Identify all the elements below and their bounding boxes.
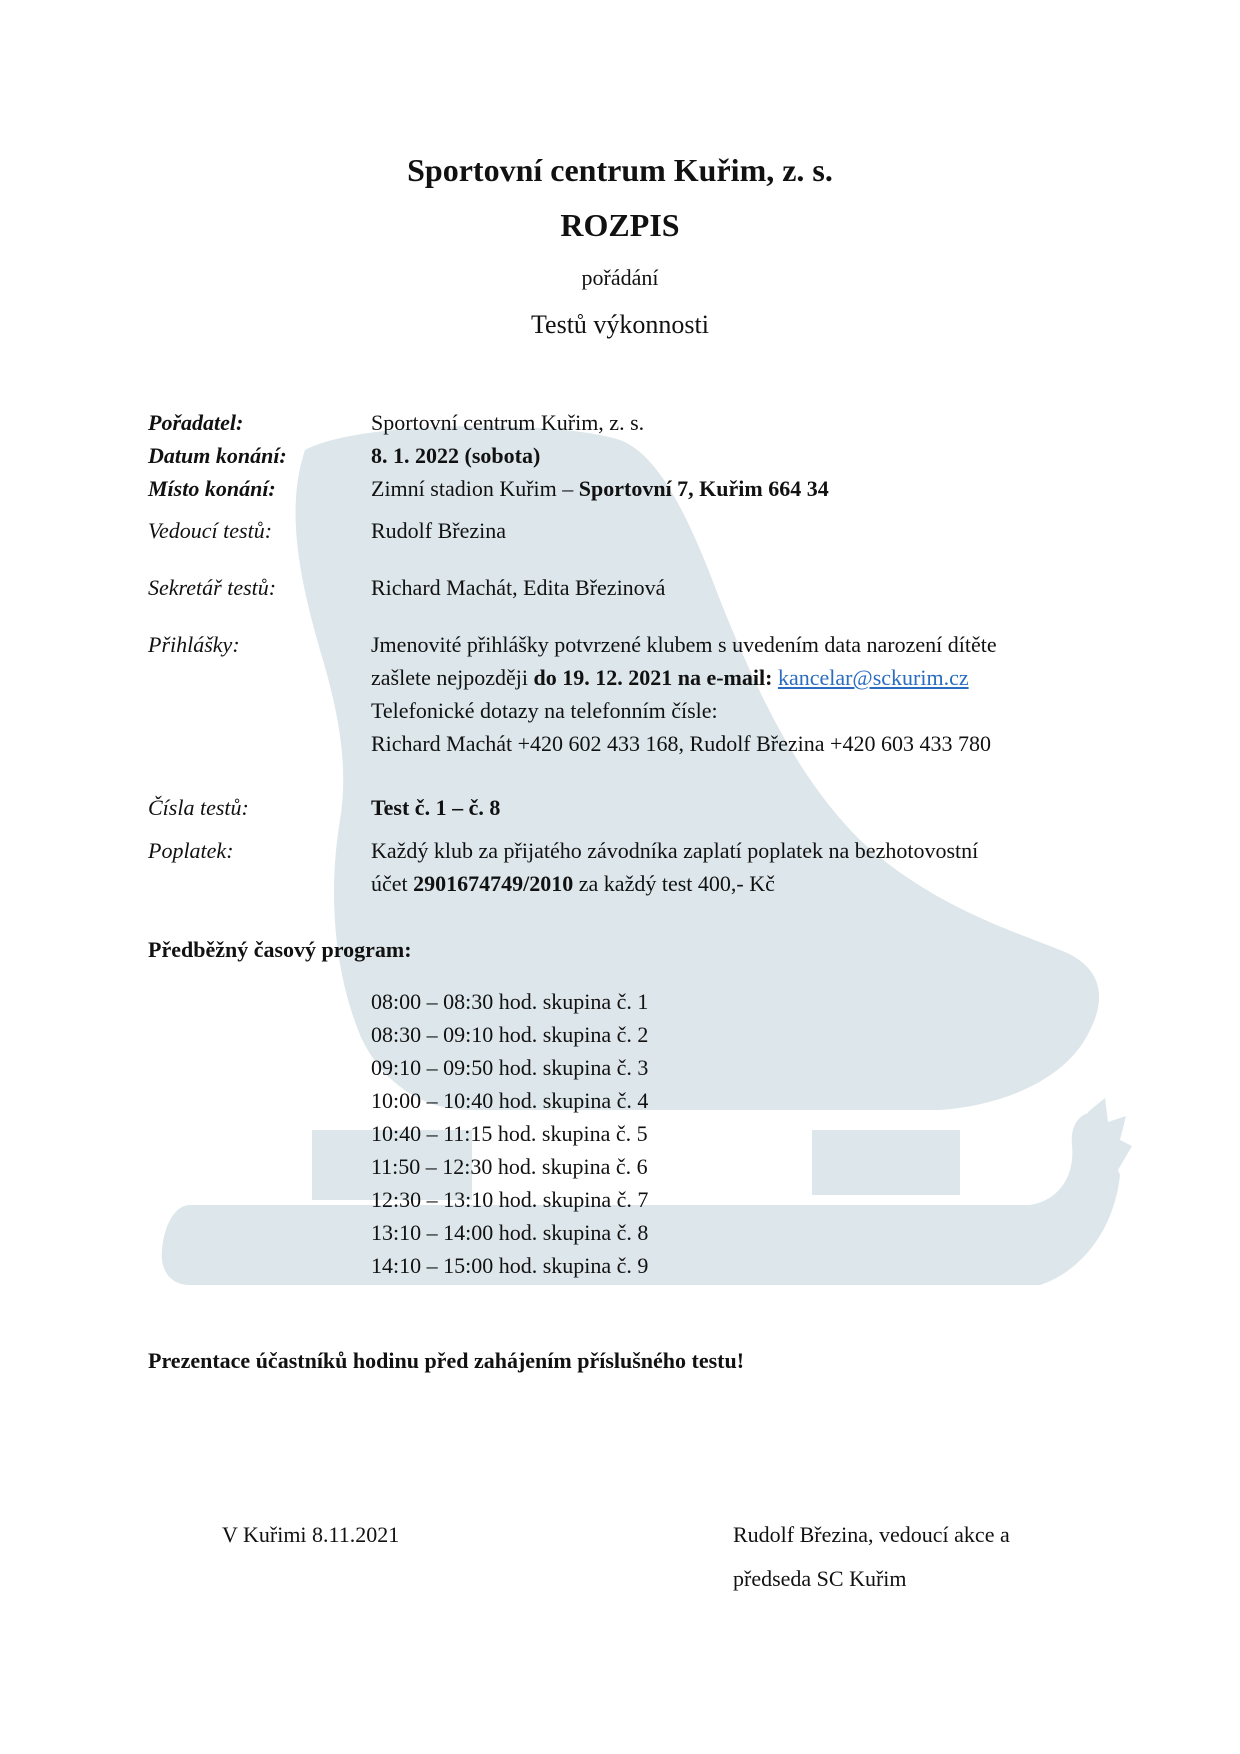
value-vedouci: Rudolf Březina	[371, 518, 507, 543]
schedule-item: 10:00 – 10:40 hod. skupina č. 4	[371, 1088, 649, 1113]
schedule-item: 08:00 – 08:30 hod. skupina č. 1	[371, 989, 649, 1014]
poplatek-account-prefix: účet	[371, 871, 414, 896]
label-poradatel: Pořadatel:	[148, 410, 244, 435]
label-vedouci: Vedoucí testů:	[148, 518, 273, 543]
schedule-item: 14:10 – 15:00 hod. skupina č. 9	[371, 1253, 649, 1278]
document-subtitle: pořádání	[581, 265, 659, 290]
schedule-item: 11:50 – 12:30 hod. skupina č. 6	[371, 1154, 648, 1179]
poplatek-line-1: Každý klub za přijatého závodníka zaplatí poplatek na bezhotovostní	[371, 838, 979, 863]
document-title: ROZPIS	[560, 207, 680, 243]
prihlasky-deadline: do 19. 12. 2021 na e-mail:	[533, 665, 773, 690]
event-name: Testů výkonnosti	[530, 310, 709, 339]
prihlasky-line-3: Telefonické dotazy na telefonním čísle:	[371, 698, 718, 723]
value-misto-plain: Zimní stadion Kuřim –	[371, 476, 579, 501]
poplatek-line-2	[371, 867, 1111, 900]
label-prihlasky: Přihlášky:	[148, 632, 240, 657]
schedule-item: 10:40 – 11:15 hod. skupina č. 5	[371, 1121, 648, 1146]
label-sekretar: Sekretář testů:	[148, 575, 277, 600]
value-poradatel: Sportovní centrum Kuřim, z. s.	[371, 410, 645, 435]
value-poplatek	[371, 834, 1111, 900]
value-sekretar: Richard Machát, Edita Březinová	[371, 575, 666, 600]
organization-name: Sportovní centrum Kuřim, z. s.	[407, 152, 833, 188]
label-cisla: Čísla testů:	[148, 795, 249, 820]
program-heading: Předběžný časový program:	[148, 937, 412, 962]
value-prihlasky	[371, 628, 1111, 760]
label-datum: Datum konání:	[148, 443, 287, 468]
program-schedule	[371, 985, 648, 1282]
value-misto-address: Sportovní 7, Kuřim 664 34	[578, 476, 829, 501]
presentation-note: Prezentace účastníků hodinu před zahájením příslušného testu!	[148, 1348, 745, 1373]
schedule-item: 12:30 – 13:10 hod. skupina č. 7	[371, 1187, 649, 1212]
prihlasky-deadline-prefix: zašlete nejpozději	[371, 665, 534, 690]
signature-line-1: Rudolf Březina, vedoucí akce a	[733, 1522, 1010, 1547]
schedule-item: 09:10 – 09:50 hod. skupina č. 3	[371, 1055, 649, 1080]
signature-line-2: předseda SC Kuřim	[733, 1566, 907, 1591]
account-number: 2901674749/2010	[413, 871, 574, 896]
label-misto: Místo konání:	[148, 476, 276, 501]
label-poplatek: Poplatek:	[148, 838, 234, 863]
value-cisla: Test č. 1 – č. 8	[371, 795, 501, 820]
value-misto	[371, 472, 1111, 505]
schedule-item: 08:30 – 09:10 hod. skupina č. 2	[371, 1022, 649, 1047]
email-link[interactable]: kancelar@sckurim.cz	[777, 665, 969, 690]
prihlasky-line-2	[371, 661, 1111, 694]
prihlasky-phones: Richard Machát +420 602 433 168, Rudolf Březina +420 603 433 780	[371, 731, 991, 756]
value-datum: 8. 1. 2022 (sobota)	[371, 443, 541, 468]
prihlasky-line-1: Jmenovité přihlášky potvrzené klubem s uvedením data narození dítěte	[371, 632, 997, 657]
schedule-item: 13:10 – 14:00 hod. skupina č. 8	[371, 1220, 649, 1245]
poplatek-fee: za každý test 400,- Kč	[573, 871, 775, 896]
place-date: V Kuřimi 8.11.2021	[222, 1522, 400, 1547]
